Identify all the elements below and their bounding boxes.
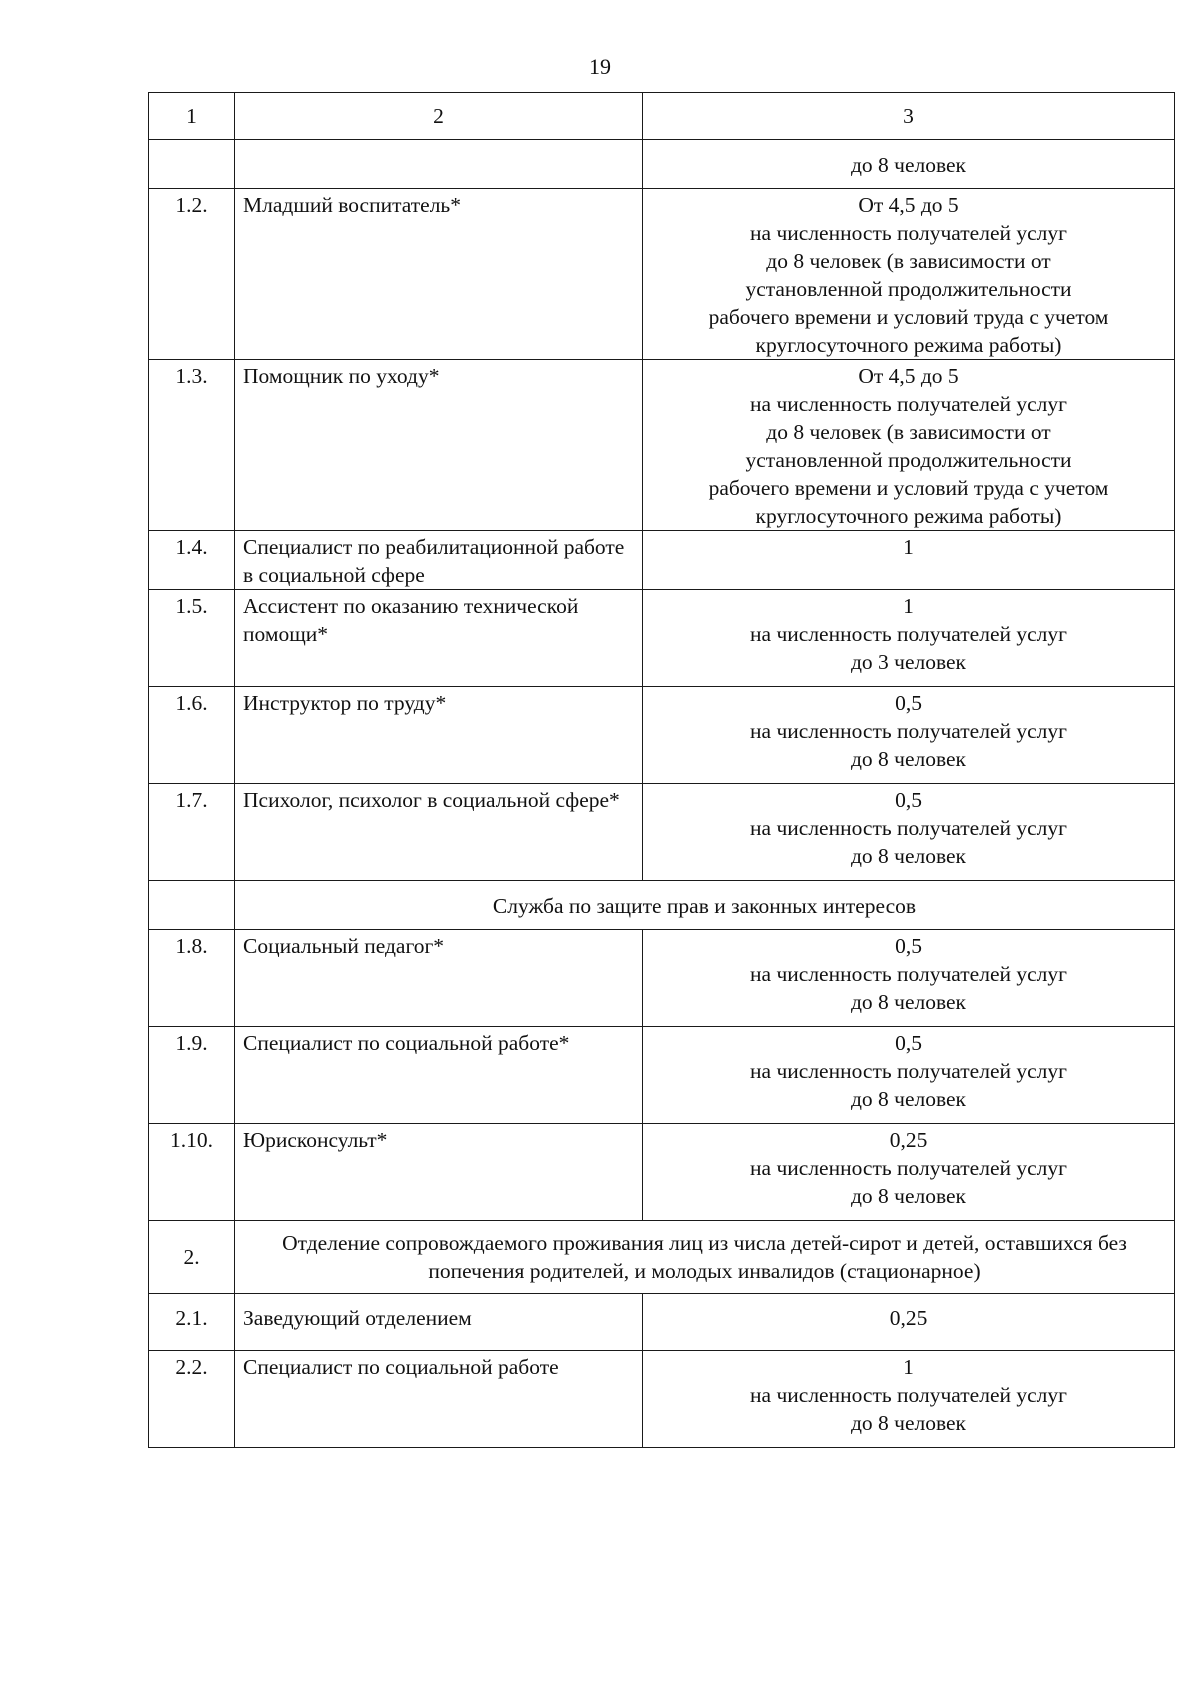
continuation-row — [149, 140, 1175, 189]
row-number: 1.6. — [149, 687, 235, 784]
row-number: 1.8. — [149, 930, 235, 1027]
rows-group-b — [149, 930, 1175, 1221]
norm-line: От 4,5 до 5 — [858, 193, 959, 217]
norm-line: до 8 человек — [850, 1087, 967, 1111]
position-name: Специалист по социальной работе — [235, 1351, 643, 1448]
staff-norm — [643, 687, 1175, 784]
row-number: 1.4. — [149, 531, 235, 590]
position-name: Психолог, психолог в социальной сфере* — [235, 784, 643, 881]
header-col-1: 1 — [149, 93, 235, 140]
table-row — [149, 687, 1175, 784]
norm-line: 0,5 — [895, 1031, 922, 1055]
table-row — [149, 531, 1175, 590]
header-col-3: 3 — [643, 93, 1175, 140]
empty-cell — [149, 140, 235, 189]
staff-norm — [643, 360, 1175, 531]
norm-line: на численность получателей услуг — [750, 962, 1067, 986]
norm-line: От 4,5 до 5 — [858, 364, 959, 388]
norm-line: до 8 человек — [850, 990, 967, 1014]
row-number: 1.10. — [149, 1124, 235, 1221]
norm-line: 0,25 — [889, 1128, 928, 1152]
position-name: Помощник по уходу* — [235, 360, 643, 531]
rows-group-c — [149, 1294, 1175, 1448]
norm-line: до 8 человек — [850, 1411, 967, 1435]
section-row — [149, 881, 1175, 930]
position-name: Ассистент по оказанию технической помощи* — [235, 590, 643, 687]
staff-norm — [643, 189, 1175, 360]
norm-line: 0,5 — [895, 934, 922, 958]
position-name: Юрисконсульт* — [235, 1124, 643, 1221]
row-number: 1.5. — [149, 590, 235, 687]
norm-line: рабочего времени и условий труда с учетом — [708, 476, 1109, 500]
norm-line: на численность получателей услуг — [750, 1383, 1067, 1407]
norm-line: круглосуточного режима работы) — [755, 504, 1062, 528]
norm-line: 0,5 — [895, 691, 922, 715]
row-number: 1.7. — [149, 784, 235, 881]
staffing-table — [148, 92, 1175, 1448]
table-row — [149, 590, 1175, 687]
position-name: Заведующий отделением — [235, 1294, 643, 1351]
norm-line: на численность получателей услуг — [750, 719, 1067, 743]
continuation-value: до 8 человек — [643, 140, 1175, 189]
norm-line: до 8 человек — [850, 1184, 967, 1208]
norm-line: 1 — [903, 594, 914, 618]
norm-line: установленной продолжительности — [745, 277, 1072, 301]
position-name: Социальный педагог* — [235, 930, 643, 1027]
position-name: Инструктор по труду* — [235, 687, 643, 784]
staff-norm — [643, 531, 1175, 590]
row-number: 1.2. — [149, 189, 235, 360]
empty-cell — [149, 881, 235, 930]
empty-cell — [235, 140, 643, 189]
staff-norm — [643, 1124, 1175, 1221]
norm-line: на численность получателей услуг — [750, 221, 1067, 245]
department-title: Отделение сопровождаемого проживания лиц из числа детей-сирот и детей, оставшихся без попечения родителей, и молодых инвалидов (стационарное) — [235, 1221, 1175, 1294]
row-number: 1.9. — [149, 1027, 235, 1124]
norm-line: до 8 человек — [850, 747, 967, 771]
position-name: Специалист по реабилитационной работе в социальной сфере — [235, 531, 643, 590]
table-row — [149, 360, 1175, 531]
staff-norm — [643, 930, 1175, 1027]
header-col-2: 2 — [235, 93, 643, 140]
norm-line: на численность получателей услуг — [750, 392, 1067, 416]
table-header-row — [149, 93, 1175, 140]
norm-line: до 8 человек — [850, 844, 967, 868]
norm-line: 0,5 — [895, 788, 922, 812]
staff-norm — [643, 1351, 1175, 1448]
norm-line: на численность получателей услуг — [750, 816, 1067, 840]
table-row — [149, 1294, 1175, 1351]
norm-line: круглосуточного режима работы) — [755, 333, 1062, 357]
table-row — [149, 1027, 1175, 1124]
norm-line: рабочего времени и условий труда с учетом — [708, 305, 1109, 329]
row-number: 2.1. — [149, 1294, 235, 1351]
table-row — [149, 1124, 1175, 1221]
norm-line: до 3 человек — [850, 650, 967, 674]
table-row — [149, 189, 1175, 360]
norm-line: на численность получателей услуг — [750, 1059, 1067, 1083]
staff-norm — [643, 1294, 1175, 1351]
norm-line: 0,25 — [889, 1306, 928, 1330]
norm-line: 1 — [903, 535, 914, 559]
norm-line: 1 — [903, 1355, 914, 1379]
row-number: 1.3. — [149, 360, 235, 531]
row-number: 2.2. — [149, 1351, 235, 1448]
table-row — [149, 1351, 1175, 1448]
staff-norm — [643, 1027, 1175, 1124]
position-name: Специалист по социальной работе* — [235, 1027, 643, 1124]
page-number: 19 — [589, 54, 611, 79]
norm-line: установленной продолжительности — [745, 448, 1072, 472]
position-name: Младший воспитатель* — [235, 189, 643, 360]
norm-line: на численность получателей услуг — [750, 622, 1067, 646]
norm-line: до 8 человек (в зависимости от — [766, 249, 1051, 273]
table-row — [149, 784, 1175, 881]
rows-group-a — [149, 189, 1175, 881]
department-number: 2. — [149, 1221, 235, 1294]
norm-line: до 8 человек (в зависимости от — [766, 420, 1051, 444]
staff-norm — [643, 590, 1175, 687]
department-row — [149, 1221, 1175, 1294]
norm-line: на численность получателей услуг — [750, 1156, 1067, 1180]
section-title: Служба по защите прав и законных интересов — [235, 881, 1175, 930]
table-row — [149, 930, 1175, 1027]
staff-norm — [643, 784, 1175, 881]
